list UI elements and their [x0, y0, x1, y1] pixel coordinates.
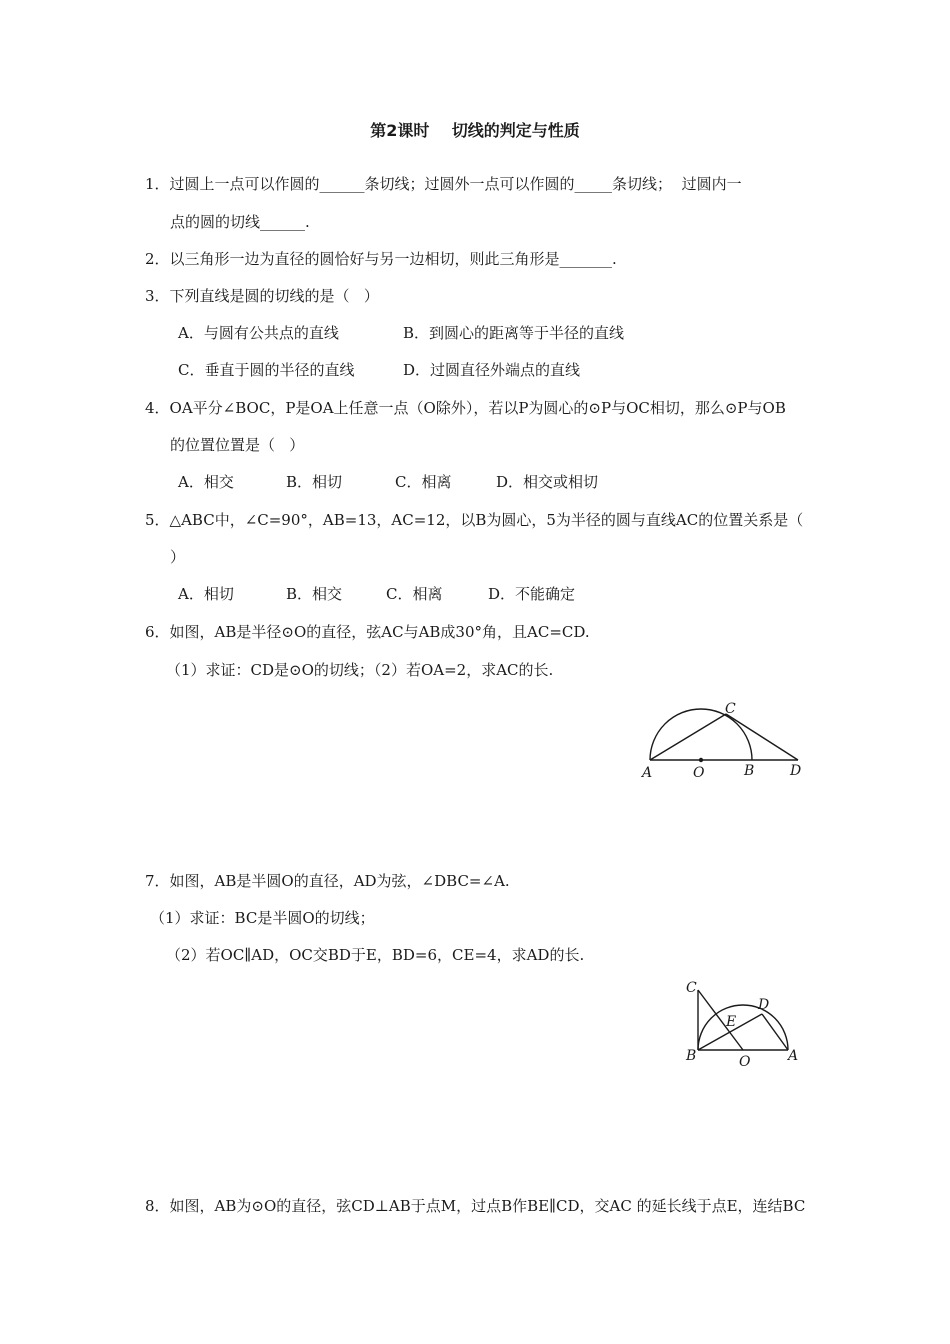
q6-line2: （1）求证：CD是⊙O的切线；（2）若OA=2，求AC的长.	[166, 661, 554, 679]
q5-option-b: B．相交	[286, 585, 343, 603]
q5-option-c: C．相离	[386, 585, 443, 603]
q6-label-d: D	[790, 763, 802, 779]
q4-option-d: D．相交或相切	[496, 473, 599, 491]
q6-chord-ac	[650, 714, 726, 760]
q5-line1: 5．△ABC中，∠C=90°，AB=13，AC=12，以B为圆心，5为半径的圆与直线AC的位置关系是（	[145, 511, 804, 529]
q6-line1: 6．如图，AB是半径⊙O的直径，弦AC与AB成30°角，且AC=CD.	[145, 623, 590, 641]
q7-label-a: A	[788, 1048, 799, 1064]
q7-label-e: E	[726, 1014, 737, 1030]
q3-option-d: D．过圆直径外端点的直线	[403, 361, 581, 379]
q4-line1: 4．OA平分∠BOC，P是OA上任意一点（O除外），若以P为圆心的⊙P与OC相切，那么⊙P与OB	[145, 399, 786, 417]
q7-line3: （2）若OC∥AD，OC交BD于E，BD=6，CE=4，求AD的长.	[166, 946, 585, 964]
q6-semicircle	[650, 709, 752, 760]
q3-option-b: B．到圆心的距离等于半径的直线	[403, 324, 625, 342]
q7-label-b: B	[686, 1048, 697, 1064]
q6-label-b: B	[744, 763, 755, 779]
q7-line2: （1）求证：BC是半圆O的切线；	[150, 909, 375, 927]
q3-option-a: A．与圆有公共点的直线	[178, 324, 339, 342]
q7-line1: 7．如图，AB是半圆O的直径，AD为弦，∠DBC=∠A.	[145, 872, 510, 890]
q5-option-d: D．不能确定	[488, 585, 576, 603]
q7-label-d: D	[758, 997, 770, 1013]
q4-line2: 的位置位置是（ ）	[170, 436, 305, 454]
q3-option-c: C．垂直于圆的半径的直线	[178, 361, 355, 379]
q7-figure	[684, 978, 804, 1070]
q6-label-o: O	[693, 765, 705, 781]
q4-option-b: B．相切	[286, 473, 343, 491]
q3-stem: 3．下列直线是圆的切线的是（ ）	[145, 287, 379, 305]
q6-center-dot	[699, 758, 703, 762]
q7-label-o: O	[739, 1054, 751, 1070]
q5-option-a: A．相切	[178, 585, 234, 603]
q7-line-co	[698, 990, 743, 1050]
q8-line1: 8．如图，AB为⊙O的直径，弦CD⊥AB于点M，过点B作BE∥CD，交AC 的延长线于点E，连结BC	[145, 1197, 806, 1215]
q2-line1: 2．以三角形一边为直径的圆恰好与另一边相切，则此三角形是_______.	[145, 250, 617, 268]
q6-label-a: A	[642, 765, 653, 781]
q6-figure	[640, 700, 810, 782]
q1-line1: 1．过圆上一点可以作圆的______条切线；过圆外一点可以作圆的_____条切线； 过圆内一	[145, 175, 742, 193]
q6-label-c: C	[725, 701, 736, 717]
q4-option-c: C．相离	[395, 473, 452, 491]
page-title: 第2课时 切线的判定与性质	[370, 121, 580, 140]
q5-line2: ）	[170, 548, 186, 566]
q7-label-c: C	[686, 980, 697, 996]
q1-line2: 点的圆的切线______.	[170, 213, 310, 231]
q7-semicircle	[698, 1005, 788, 1050]
q4-option-a: A．相交	[178, 473, 234, 491]
q6-tangent-cd	[726, 714, 798, 760]
